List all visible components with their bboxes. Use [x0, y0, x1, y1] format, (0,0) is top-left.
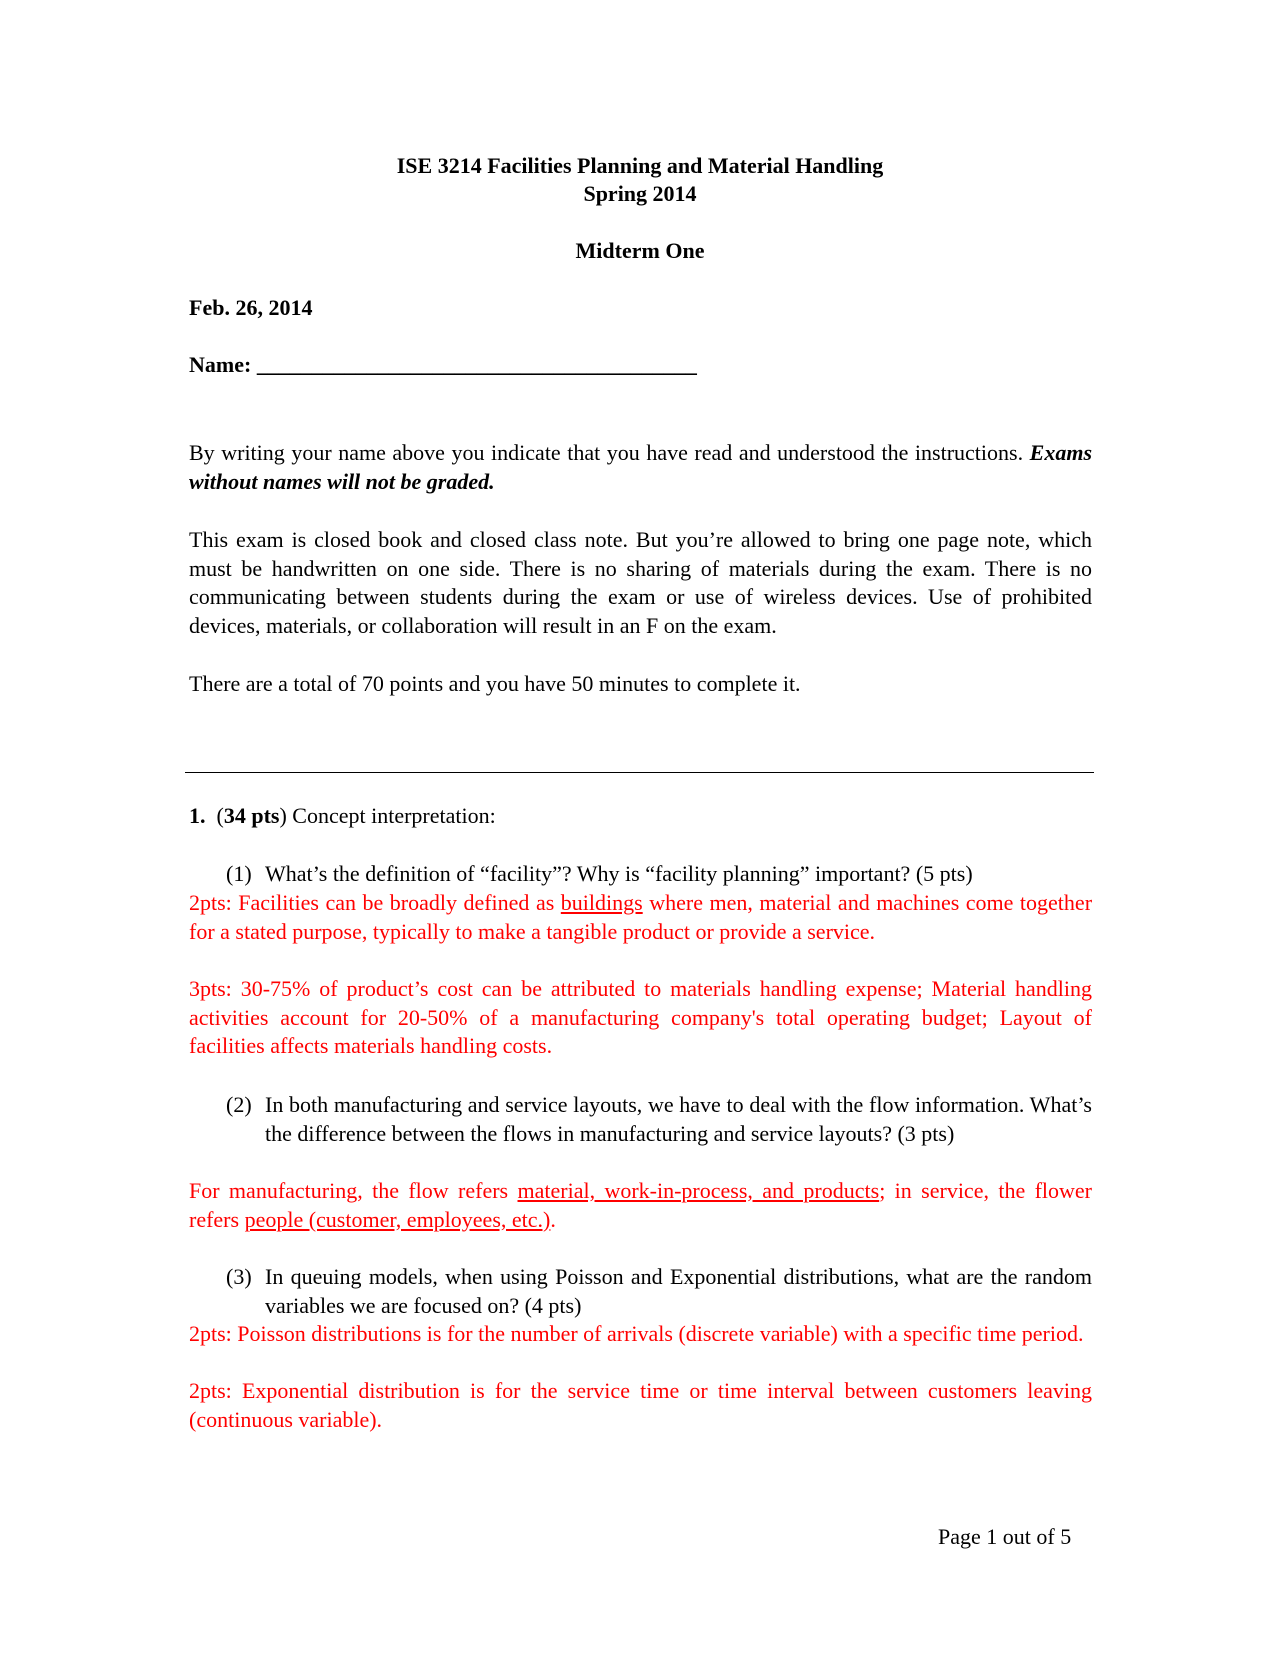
name-blank: ________________________________________: [256, 352, 697, 377]
part-1-answer-a-underline: buildings: [560, 890, 643, 915]
part-1-answer-b: 3pts: 30-75% of product’s cost can be attributed to materials handling expense; Material handling activities account for 20-50% of a manufacturing company's total operating budget; Layout of facilities affects materials handling costs.: [189, 976, 1092, 1059]
question-1-title: ) Concept interpretation:: [279, 803, 496, 828]
section-divider: [185, 772, 1094, 773]
part-2-answer-underline-1: material, work-in-process, and products: [517, 1178, 880, 1203]
instructions-text: By writing your name above you indicate that you have read and understood the instructions.: [189, 440, 1024, 465]
part-2-answer-end: .: [550, 1206, 556, 1232]
instructions-emphasis: Exams without names will not be graded.: [189, 440, 1093, 494]
part-3-answer-a: 2pts: Poisson distributions is for the number of arrivals (discrete variable) with a specific time period.: [189, 1321, 1084, 1346]
part-1-answer-a-pre: 2pts: Facilities can be broadly defined as: [189, 890, 555, 915]
part-2-label: (2): [226, 1092, 252, 1117]
question-1-heading: [189, 802, 496, 830]
part-3-answer-b: 2pts: Exponential distribution is for the service time or time interval between customers leaving (continuous variable).: [189, 1378, 1092, 1432]
instructions-paragraph-1: [189, 439, 1092, 496]
part-2-question: In both manufacturing and service layouts, we have to deal with the flow information. What’s the difference between the flows in manufacturing and service layouts? (3 pts): [265, 1092, 1092, 1146]
instructions-paragraph-2: This exam is closed book and closed class note. But you’re allowed to bring one page note, which must be handwritten on one side. There is no sharing of materials during the exam. There is no communicating between students during the exam or use of wireless devices. Use of prohibited devices, materials, or collaboration will result in an F on the exam.: [189, 527, 1092, 638]
exam-name: Midterm One: [575, 238, 705, 263]
part-3-label: (3): [226, 1264, 252, 1289]
exam-date: Feb. 26, 2014: [189, 295, 313, 320]
instructions-paragraph-3: There are a total of 70 points and you have 50 minutes to complete it.: [189, 671, 801, 696]
name-line: [189, 351, 697, 379]
part-2-answer-underline-2: people (customer, employees, etc.): [244, 1206, 551, 1232]
term: Spring 2014: [583, 181, 697, 206]
course-title: ISE 3214 Facilities Planning and Material Handling: [396, 153, 884, 178]
part-1-label: (1): [226, 861, 252, 886]
part-2-answer-pre: For manufacturing, the flow refers: [189, 1178, 509, 1203]
part-1-answer-a: [189, 889, 1092, 946]
part-2-answer: [189, 1177, 1092, 1234]
question-1-number: 1.: [189, 803, 206, 828]
question-1-paren-open: (: [216, 803, 224, 828]
name-label: Name:: [189, 352, 252, 377]
page-number: Page 1 out of 5: [938, 1524, 1072, 1549]
part-1-question: What’s the definition of “facility”? Why is “facility planning” important? (5 pts): [265, 861, 973, 886]
part-1-answer-a-post: where men, material and machines come together for a stated purpose, typically to make a tangible product or provide a service.: [189, 890, 1093, 944]
part-2-answer-mid: ; in service, the flower refers: [189, 1178, 1092, 1232]
question-1-points: 34 pts: [223, 803, 280, 828]
part-3-question: In queuing models, when using Poisson and Exponential distributions, what are the random variables we are focused on? (4 pts): [265, 1264, 1092, 1318]
